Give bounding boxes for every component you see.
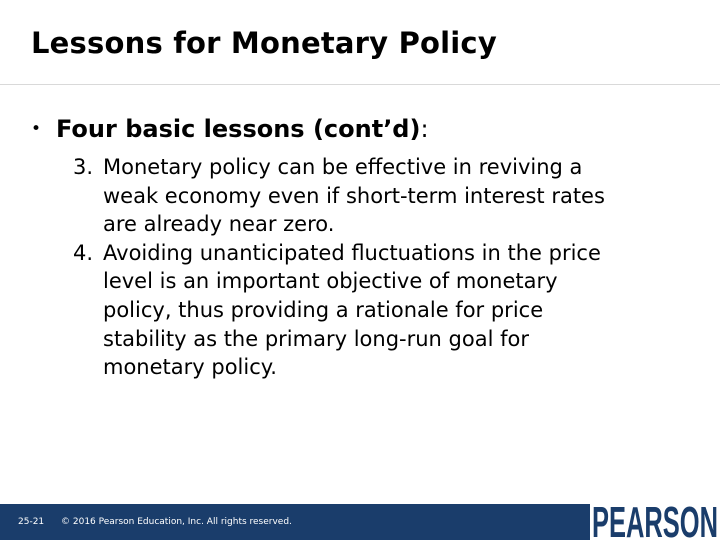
item-number: 3.	[73, 155, 94, 179]
list-item	[73, 153, 693, 239]
item-line: level is an important objective of monetary	[103, 269, 558, 294]
item-line: monetary policy.	[103, 355, 277, 380]
bullet-marker: •	[31, 119, 42, 139]
pearson-logo	[590, 499, 720, 540]
item-line: Monetary policy can be effective in reviving a	[103, 155, 583, 179]
bullet-text: Four basic lessons (cont’d)	[56, 115, 421, 143]
list-item	[73, 239, 693, 382]
item-line: policy, thus providing a rationale for price	[103, 297, 544, 322]
copyright-notice: © 2016 Pearson Education, Inc. All rights reserved.	[61, 517, 292, 527]
lessons-list	[73, 153, 693, 382]
item-line: are already near zero.	[103, 212, 335, 237]
pearson-logo-text: PEARSON	[592, 499, 718, 540]
slide-title: Lessons for Monetary Policy	[31, 26, 497, 60]
item-line: weak economy even if short-term interest rates	[103, 183, 605, 208]
item-number: 4.	[73, 240, 94, 265]
main-bullet	[31, 115, 429, 143]
title-divider	[0, 84, 720, 85]
slide-number: 25-21	[18, 517, 45, 527]
item-line: stability as the primary long-run goal for	[103, 326, 529, 351]
bullet-colon: :	[420, 115, 429, 143]
item-line: Avoiding unanticipated fluctuations in the price	[103, 240, 601, 265]
